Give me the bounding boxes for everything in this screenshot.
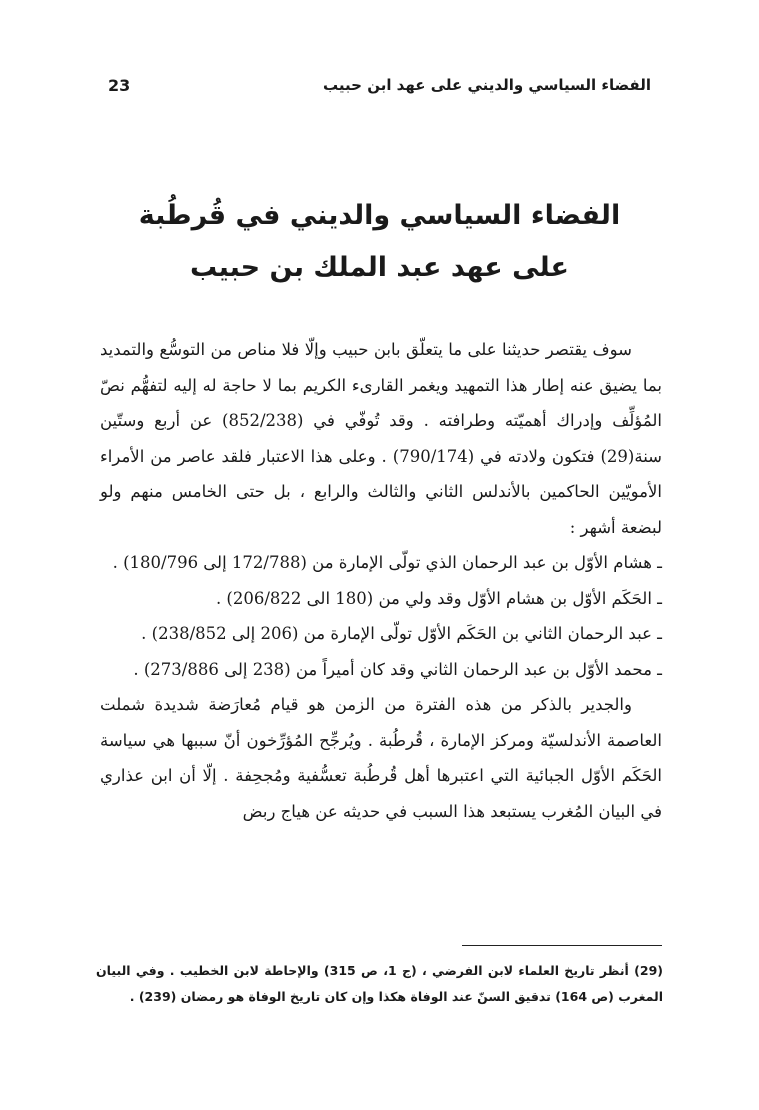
chapter-title-line-2: على عهد عبد الملك بن حبيب [190,252,569,283]
paragraph: سوف يقتصر حديثنا على ما يتعلّق بابن حبيب وإلّا فلا مناص من التوسُّع والتمديد بما يضيق عنه إطار هذا التمهيد ويغمر القارىء الكريم بما لا حاجة له إليه لتفهُّم نصّ المُؤلِّف وإدراك أهميّته وطرافته . وقد تُوفّي في (852/238) عن أربع وستّين سنة(29) فتكون ولادته في (790/174) . وعلى هذا الاعتبار فلقد عاصر من الأمراء الأمويّين الحاكمين بالأندلس الثاني والثالث والرابع ، بل حتى الخامس منهم ولو لبضعة أشهر : [100,340,663,537]
chapter-title [100,190,659,294]
footnote-29: (29) أنظر تاريخ العلماء لابن الفرضي ، (ج 1، ص 315) والإحاطة لابن الخطيب . وفي البيان المغرب (ص 164) تدقيق السنّ عند الوفاة هكذا وإن كان تاريخ الوفاة هو رمضان (239) . [96,963,663,1004]
list-item-hakam: ـ الحَكَم الأوّل بن هشام الأوّل وقد ولي من (180 الى 206/822) . [215,588,662,608]
running-header [108,70,651,100]
list-item-hisham: ـ هشام الأوّل بن عبد الرحمان الذي تولّى الإمارة من (172/788 إلى 180/796) . [112,553,662,572]
paragraph: والجدير بالذكر من هذه الفترة من الزمن هو قيام مُعارَضة شديدة شملت العاصمة الأندلسيّة ومركز الإمارة ، قُرطُبة . ويُرجِّح المُؤرِّخون أنّ سببها هي سياسة الحَكَم الأوّل الجبائية التي اعتبرها أهل قُرطُبة تعسُّفية ومُجحِفة . إلّا أن ابن عذاري في البيان المُغرب يستبعد هذا السبب في حديثه عن هياج ربض [100,695,662,821]
footnote-divider [462,945,662,946]
list-item-abd-al-rahman: ـ عبد الرحمان الثاني بن الحَكَم الأوّل تولّى الإمارة من (206 إلى 238/852) . [141,624,662,643]
chapter-title-line-1: الفضاء السياسي والديني في قُرطُبة [138,200,621,231]
footnotes [96,958,663,1010]
running-title: الفضاء السياسي والديني على عهد ابن حبيب [323,76,651,94]
list-item-muhammad: ـ محمد الأوّل بن عبد الرحمان الثاني وقد كان أميراً من (238 إلى 273/886) . [133,659,662,679]
page-number: 23 [108,75,131,95]
body-text [100,332,662,829]
